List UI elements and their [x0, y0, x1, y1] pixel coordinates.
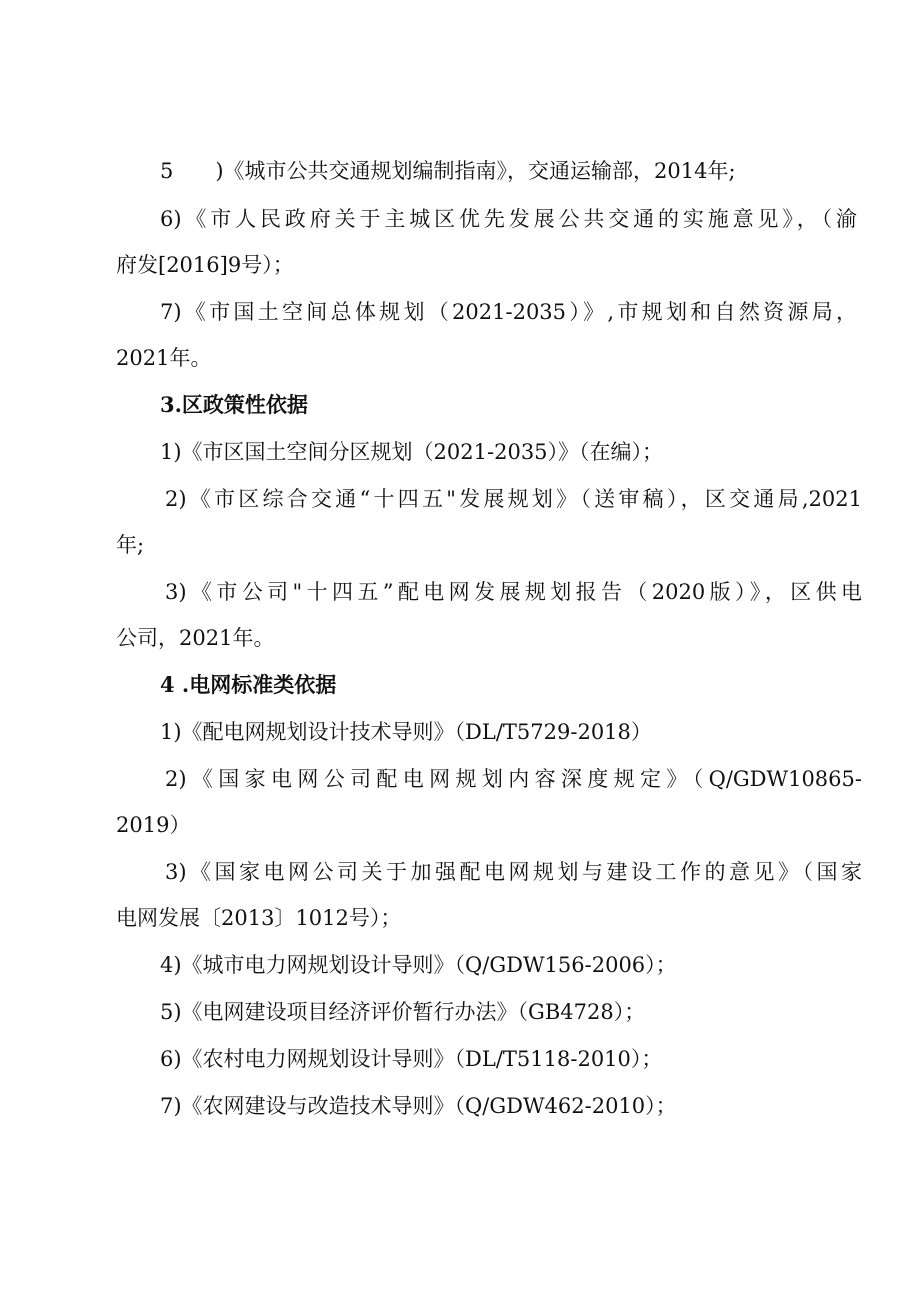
policy-line-2-cont: 年; [116, 533, 145, 557]
ref-line-6-cont: 府发[2016]9号）； [116, 253, 294, 277]
standard-line-3: 3)《国家电网公司关于加强配电网规划与建设工作的意见》（国家 [165, 860, 862, 884]
policy-line-3: 3)《市公司"十四五”配电网发展规划报告（2020版）》，区供电 [165, 580, 862, 604]
policy-line-3-cont: 公司，2021年。 [116, 626, 275, 650]
ref-line-7: 7)《市国土空间总体规划（2021-2035）》,市规划和自然资源局， [160, 300, 857, 324]
standard-line-4: 4)《城市电力网规划设计导则》（Q/GDW156-2006）； [160, 953, 677, 977]
policy-line-1: 1)《市区国土空间分区规划（2021-2035）》（在编）； [160, 440, 664, 464]
standard-line-7: 7)《农网建设与改造技术导则》（Q/GDW462-2010）； [160, 1094, 677, 1118]
standard-line-2-cont: 2019） [116, 813, 191, 837]
section-heading-4: 4 .电网标准类依据 [160, 672, 337, 697]
standard-line-5: 5)《电网建设项目经济评价暂行办法》（GB4728）； [160, 1000, 646, 1024]
standard-line-3-cont: 电网发展〔2013〕1012号）； [116, 906, 402, 930]
standard-line-1: 1)《配电网规划设计技术导则》（DL/T5729-2018） [160, 720, 652, 744]
ref-line-5: 5 )《城市公共交通规划编制指南》，交通运输部，2014年; [160, 159, 736, 183]
section-heading-3: 3.区政策性依据 [160, 392, 308, 417]
standard-line-6: 6)《农村电力网规划设计导则》（DL/T5118-2010）； [160, 1047, 663, 1071]
ref-line-6: 6)《市人民政府关于主城区优先发展公共交通的实施意见》，（渝 [160, 207, 857, 231]
ref-line-7-cont: 2021年。 [116, 346, 212, 370]
standard-line-2: 2)《国家电网公司配电网规划内容深度规定》（Q/GDW10865- [165, 767, 862, 791]
policy-line-2: 2)《市区综合交通“十四五"发展规划》（送审稿），区交通局,2021 [165, 487, 862, 511]
